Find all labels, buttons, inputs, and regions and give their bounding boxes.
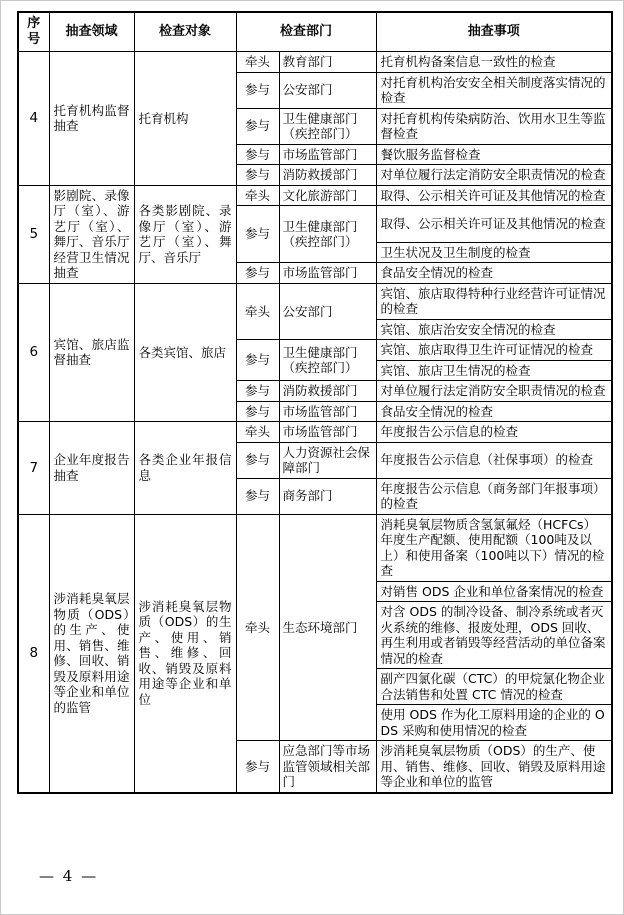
department-cell: 公安部门 — [279, 283, 376, 340]
department-cell: 市场监管部门 — [279, 263, 376, 284]
table-row — [18, 422, 612, 443]
item-cell: 卫生状况及卫生制度的检查 — [376, 242, 612, 263]
item-cell: 宾馆、旅店治安安全情况的检查 — [376, 319, 612, 340]
header-items: 抽查事项 — [376, 12, 612, 52]
role-cell: 参与 — [236, 263, 279, 284]
seq-cell: 7 — [18, 422, 49, 515]
table-row — [18, 514, 612, 581]
item-cell: 取得、公示相关许可证及其他情况的检查 — [376, 185, 612, 206]
department-cell: 人力资源社会保障部门 — [279, 442, 376, 478]
item-cell: 餐饮服务监督检查 — [376, 144, 612, 165]
table-row — [18, 283, 612, 319]
item-cell: 年度报告公示信息（商务部门年报事项）的检查 — [376, 478, 612, 514]
role-cell: 牵头 — [236, 185, 279, 206]
field-cell: 宾馆、旅店监督抽查 — [49, 283, 134, 422]
role-cell: 参与 — [236, 144, 279, 165]
role-cell: 牵头 — [236, 52, 279, 73]
department-cell: 卫生健康部门（疾控部门） — [279, 108, 376, 144]
department-cell: 消防救援部门 — [279, 165, 376, 186]
item-cell: 年度报告公示信息（社保事项）的检查 — [376, 442, 612, 478]
table-row — [18, 52, 612, 73]
role-cell: 牵头 — [236, 422, 279, 443]
field-cell: 影剧院、录像厅（室）、游艺厅（室）、舞厅、音乐厅经营卫生情况抽查 — [49, 185, 134, 283]
department-cell: 商务部门 — [279, 478, 376, 514]
header-department: 检查部门 — [236, 12, 376, 52]
target-cell: 涉消耗臭氧层物质（ODS）的生产、使用、销售、维修、回收、销毁及原料用途等企业和单位 — [134, 514, 236, 793]
item-cell: 消耗臭氧层物质含氢氯氟烃（HCFCs）年度生产配额、使用配额（100吨及以上）和使用备案（100吨以下）情况的检查 — [376, 514, 612, 581]
table-row — [18, 185, 612, 206]
department-cell: 市场监管部门 — [279, 422, 376, 443]
seq-cell: 6 — [18, 283, 49, 422]
role-cell: 牵头 — [236, 283, 279, 340]
department-cell: 市场监管部门 — [279, 144, 376, 165]
department-cell: 公安部门 — [279, 72, 376, 108]
department-cell: 应急部门等市场监管领域相关部门 — [279, 741, 376, 793]
header-seq: 序号 — [18, 12, 49, 52]
table-body — [18, 52, 612, 793]
department-cell: 生态环境部门 — [279, 514, 376, 741]
department-cell: 市场监管部门 — [279, 401, 376, 422]
field-cell: 托育机构监督抽查 — [49, 52, 134, 186]
target-cell: 各类企业年报信息 — [134, 422, 236, 515]
page-number: — 4 — — [39, 867, 99, 885]
department-cell: 卫生健康部门（疾控部门） — [279, 340, 376, 381]
item-cell: 对托育机构传染病防治、饮用水卫生等监督检查 — [376, 108, 612, 144]
item-cell: 副产四氯化碳（CTC）的甲烷氯化物企业合法销售和处置 CTC 情况的检查 — [376, 669, 612, 705]
role-cell: 参与 — [236, 381, 279, 402]
role-cell: 参与 — [236, 165, 279, 186]
item-cell: 对含 ODS 的制冷设备、制冷系统或者灭火系统的维修、报废处理，ODS 回收、再生利用或者销毁等经营活动的单位备案情况的检查 — [376, 602, 612, 669]
target-cell: 各类宾馆、旅店 — [134, 283, 236, 422]
field-cell: 涉消耗臭氧层物质（ODS）的生产、使用、销售、维修、回收、销毁及原料用途等企业和单位的监管 — [49, 514, 134, 793]
role-cell: 参与 — [236, 72, 279, 108]
department-cell: 卫生健康部门（疾控部门） — [279, 206, 376, 263]
role-cell: 参与 — [236, 741, 279, 793]
item-cell: 对销售 ODS 企业和单位备案情况的检查 — [376, 581, 612, 602]
role-cell: 参与 — [236, 108, 279, 144]
item-cell: 对托育机构治安安全相关制度落实情况的检查 — [376, 72, 612, 108]
target-cell: 托育机构 — [134, 52, 236, 186]
item-cell: 食品安全情况的检查 — [376, 263, 612, 284]
table-header-row — [18, 12, 612, 52]
role-cell: 参与 — [236, 206, 279, 263]
item-cell: 对单位履行法定消防安全职责情况的检查 — [376, 381, 612, 402]
seq-cell: 5 — [18, 185, 49, 283]
item-cell: 使用 ODS 作为化工原料用途的企业的 ODS 采购和使用情况的检查 — [376, 705, 612, 741]
role-cell: 参与 — [236, 401, 279, 422]
item-cell: 对单位履行法定消防安全职责情况的检查 — [376, 165, 612, 186]
item-cell: 年度报告公示信息的检查 — [376, 422, 612, 443]
item-cell: 涉消耗臭氧层物质（ODS）的生产、使用、销售、维修、回收、销毁及原料用途等企业和单位的监管 — [376, 741, 612, 793]
item-cell: 托育机构备案信息一致性的检查 — [376, 52, 612, 73]
header-field: 抽查领域 — [49, 12, 134, 52]
department-cell: 教育部门 — [279, 52, 376, 73]
field-cell: 企业年度报告抽查 — [49, 422, 134, 515]
seq-cell: 8 — [18, 514, 49, 793]
inspection-table — [17, 11, 613, 794]
item-cell: 宾馆、旅店取得卫生许可证情况的检查 — [376, 340, 612, 361]
header-target: 检查对象 — [134, 12, 236, 52]
item-cell: 宾馆、旅店取得特种行业经营许可证情况的检查 — [376, 283, 612, 319]
role-cell: 牵头 — [236, 514, 279, 741]
item-cell: 宾馆、旅店卫生情况的检查 — [376, 360, 612, 381]
department-cell: 消防救援部门 — [279, 381, 376, 402]
item-cell: 取得、公示相关许可证及其他情况的检查 — [376, 206, 612, 243]
target-cell: 各类影剧院、录像厅（室）、游艺厅（室）、舞厅、音乐厅 — [134, 185, 236, 283]
seq-cell: 4 — [18, 52, 49, 186]
role-cell: 参与 — [236, 442, 279, 478]
role-cell: 参与 — [236, 340, 279, 381]
department-cell: 文化旅游部门 — [279, 185, 376, 206]
item-cell: 食品安全情况的检查 — [376, 401, 612, 422]
role-cell: 参与 — [236, 478, 279, 514]
